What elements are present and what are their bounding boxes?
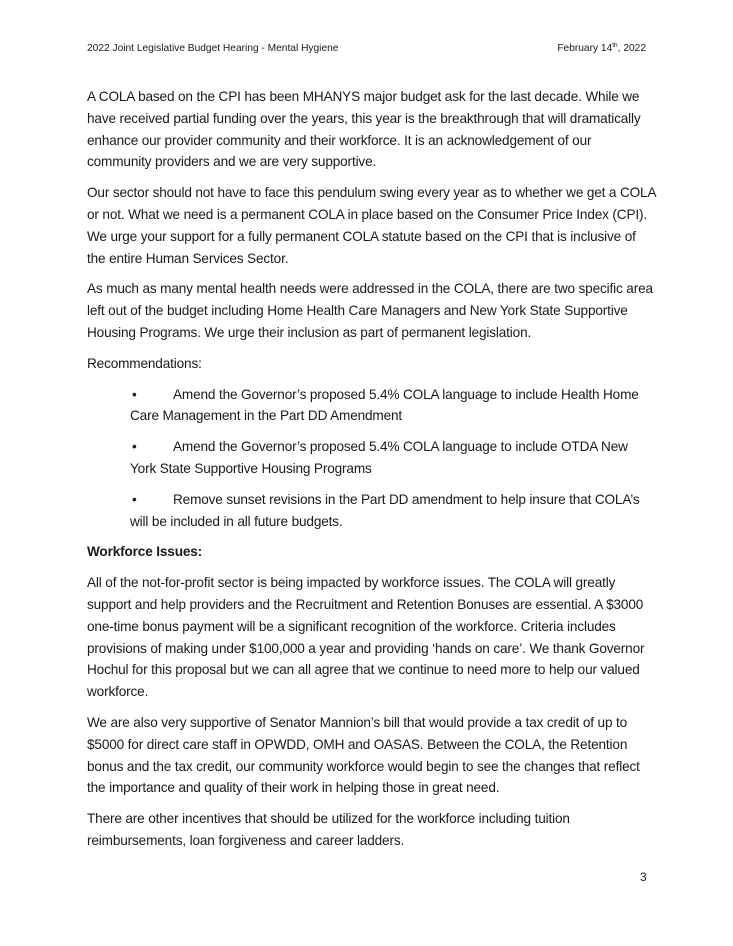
paragraph-permanent-cola: Our sector should not have to face this pendulum swing every year as to whether we get a COLA or not. What we need is a permanent COLA in place based on the Consumer Price Index (CPI). We urge your support for a fully permanent COLA statute based on the CPI that is inclusive of the entire Human Services Sector. [87,185,656,266]
date-ordinal: th [612,42,618,49]
paragraph-workforce-impact: All of the not-for-profit sector is being impacted by workforce issues. The COLA will greatly support and help providers and the Recruitment and Retention Bonuses are essential. A $3000 one-time bonus payment will be a significant recognition of the workforce. Criteria includes provisions of making under $100,000 a year and providing ‘hands on care’. We thank Governor Hochul for this proposal but we can all agree that we continue to need more to help our valued workforce. [87,575,645,700]
date-year: , 2022 [617,43,646,54]
recommendation-text: Amend the Governor’s proposed 5.4% COLA language to include Health Home Care Management in the Part DD Amendment [130,386,639,424]
recommendations-list [87,384,657,533]
document-date [557,43,646,54]
document-body [87,86,657,861]
recommendation-text: Remove sunset revisions in the Part DD amendment to help insure that COLA’s will be included in all future budgets. [130,491,640,529]
bullet-icon: • [132,386,137,402]
document-title: 2022 Joint Legislative Budget Hearing - Mental Hygiene [87,43,339,54]
date-main: February 14 [557,43,613,54]
page-header [87,43,646,59]
recommendation-item [87,436,657,480]
bullet-icon: • [132,491,137,507]
section-heading-workforce: Workforce Issues: [87,544,203,560]
paragraph-missing-areas: As much as many mental health needs were addressed in the COLA, there are two specific area left out of the budget including Home Health Care Managers and New York State Supportive Housing Programs. We urge their inclusion as part of permanent legislation. [87,281,653,340]
bullet-icon: • [132,439,137,455]
recommendations-label: Recommendations: [87,355,202,371]
recommendation-text: Amend the Governor’s proposed 5.4% COLA language to include OTDA New York State Supportive Housing Programs [130,439,628,476]
recommendation-item [87,489,657,533]
page-number: 3 [640,870,647,884]
paragraph-tax-credit: We are also very supportive of Senator Mannion’s bill that would provide a tax credit of up to $5000 for direct care staff in OPWDD, OMH and OASAS. Between the COLA, the Retention bonus and the tax credit, our community workforce would begin to see the changes that reflect the importance and quality of their work in helping those in great need. [87,714,640,796]
recommendation-item [87,384,657,428]
paragraph-cola-ask: A COLA based on the CPI has been MHANYS major budget ask for the last decade. While we have received partial funding over the years, this year is the breakthrough that will dramatically enhance our provider community and their workforce. It is an acknowledgement of our community providers and we are very supportive. [87,89,641,170]
paragraph-incentives: There are other incentives that should be utilized for the workforce including tuition reimbursements, loan forgiveness and career ladders. [87,811,570,848]
